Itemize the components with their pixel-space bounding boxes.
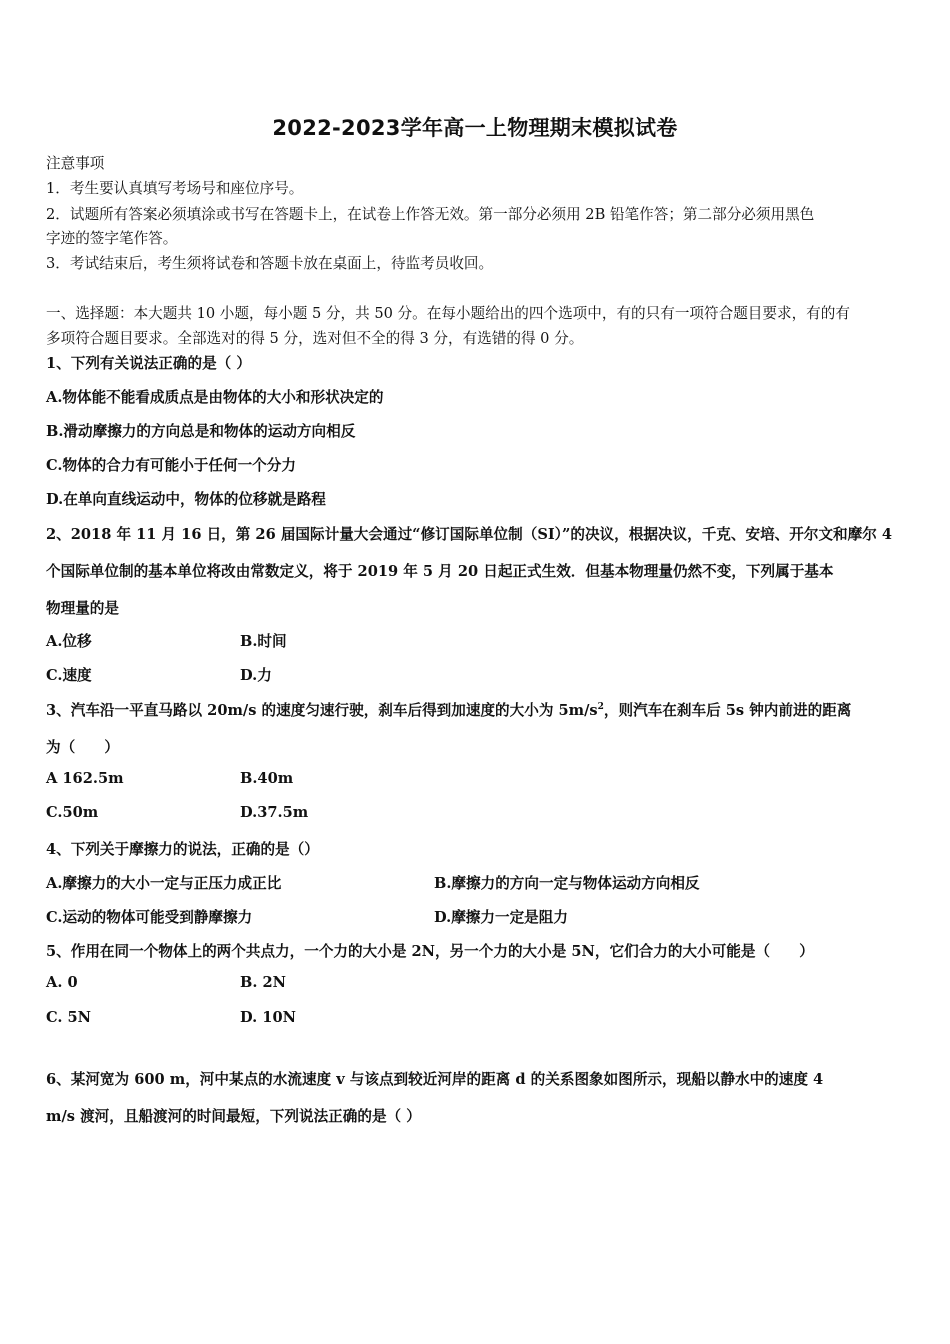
- question-1-stem: 1、下列有关说法正确的是（ ）: [46, 355, 251, 372]
- question-5-option-d: D. 10N: [240, 1009, 296, 1026]
- question-2-option-c: C.速度: [46, 667, 92, 684]
- question-2-option-d: D.力: [240, 667, 272, 684]
- question-4-option-b: B.摩擦力的方向一定与物体运动方向相反: [434, 875, 700, 892]
- question-4-option-a: A.摩擦力的大小一定与正压力成正比: [46, 875, 282, 892]
- question-1-option-b: B.滑动摩擦力的方向总是和物体的运动方向相反: [46, 423, 356, 440]
- notice-item-1: 1．考生要认真填写考场号和座位序号。: [46, 180, 304, 197]
- question-3-stem-text: 3、汽车沿一平直马路以 20m/s 的速度匀速行驶，刹车后得到加速度的大小为 5m/s: [46, 702, 598, 719]
- notice-item-3: 3．考试结束后，考生须将试卷和答题卡放在桌面上，待监考员收回。: [46, 255, 494, 272]
- question-4-option-d: D.摩擦力一定是阻力: [434, 909, 568, 926]
- superscript-exponent: 2: [597, 702, 604, 713]
- question-6-stem-line-2: m/s 渡河，且船渡河的时间最短，下列说法正确的是（ ）: [46, 1108, 421, 1125]
- question-2-option-b: B.时间: [240, 633, 287, 650]
- exam-title: 2022-2023学年高一上物理期末模拟试卷: [272, 116, 678, 140]
- notice-heading: 注意事项: [46, 155, 105, 172]
- question-3-stem-line-1: [46, 699, 908, 720]
- question-3-option-c: C.50m: [46, 804, 99, 821]
- notice-item-2-line-2: 字迹的签字笔作答。: [46, 230, 178, 247]
- section-1-instructions-line-1: 一、选择题：本大题共 10 小题，每小题 5 分，共 50 分。在每小题给出的四个选项中，有的只有一项符合题目要求，有的有: [46, 305, 850, 322]
- question-4-option-c: C.运动的物体可能受到静摩擦力: [46, 909, 253, 926]
- question-5-option-c: C. 5N: [46, 1009, 92, 1026]
- notice-item-2-line-1: 2．试题所有答案必须填涂或书写在答题卡上，在试卷上作答无效。第一部分必须用 2B 铅笔作答；第二部分必须用黑色: [46, 206, 815, 223]
- question-2-stem-line-1: 2、2018 年 11 月 16 日，第 26 届国际计量大会通过“修订国际单位制（SI）”的决议，根据决议，千克、安培、开尔文和摩尔 4: [46, 526, 893, 543]
- question-2-stem-line-3: 物理量的是: [46, 600, 119, 617]
- question-3-option-b: B.40m: [240, 770, 294, 787]
- question-2-stem-line-2: 个国际单位制的基本单位将改由常数定义，将于 2019 年 5 月 20 日起正式生效．但基本物理量仍然不变，下列属于基本: [46, 563, 834, 580]
- question-6-stem-line-1: 6、某河宽为 600 m，河中某点的水流速度 v 与该点到较近河岸的距离 d 的关系图象如图所示，现船以静水中的速度 4: [46, 1071, 824, 1088]
- question-1-option-c: C.物体的合力有可能小于任何一个分力: [46, 457, 296, 474]
- question-4-stem: 4、下列关于摩擦力的说法，正确的是（）: [46, 841, 319, 858]
- section-1-instructions-line-2: 多项符合题目要求。全部选对的得 5 分，选对但不全的得 3 分，有选错的得 0 分。: [46, 330, 584, 347]
- question-3-stem-text-end: ，则汽车在刹车后 5s 钟内前进的距离: [603, 702, 852, 719]
- question-3-stem-line-2: 为（ ）: [46, 739, 119, 756]
- question-5-stem: 5、作用在同一个物体上的两个共点力，一个力的大小是 2N，另一个力的大小是 5N，它们合力的大小可能是（ ）: [46, 943, 814, 960]
- question-5-option-b: B. 2N: [240, 974, 286, 991]
- question-1-option-a: A.物体能不能看成质点是由物体的大小和形状决定的: [46, 389, 384, 406]
- question-3-option-a: A 162.5m: [46, 770, 124, 787]
- question-5-option-a: A. 0: [46, 974, 78, 991]
- question-3-option-d: D.37.5m: [240, 804, 309, 821]
- question-2-option-a: A.位移: [46, 633, 92, 650]
- question-1-option-d: D.在单向直线运动中，物体的位移就是路程: [46, 491, 326, 508]
